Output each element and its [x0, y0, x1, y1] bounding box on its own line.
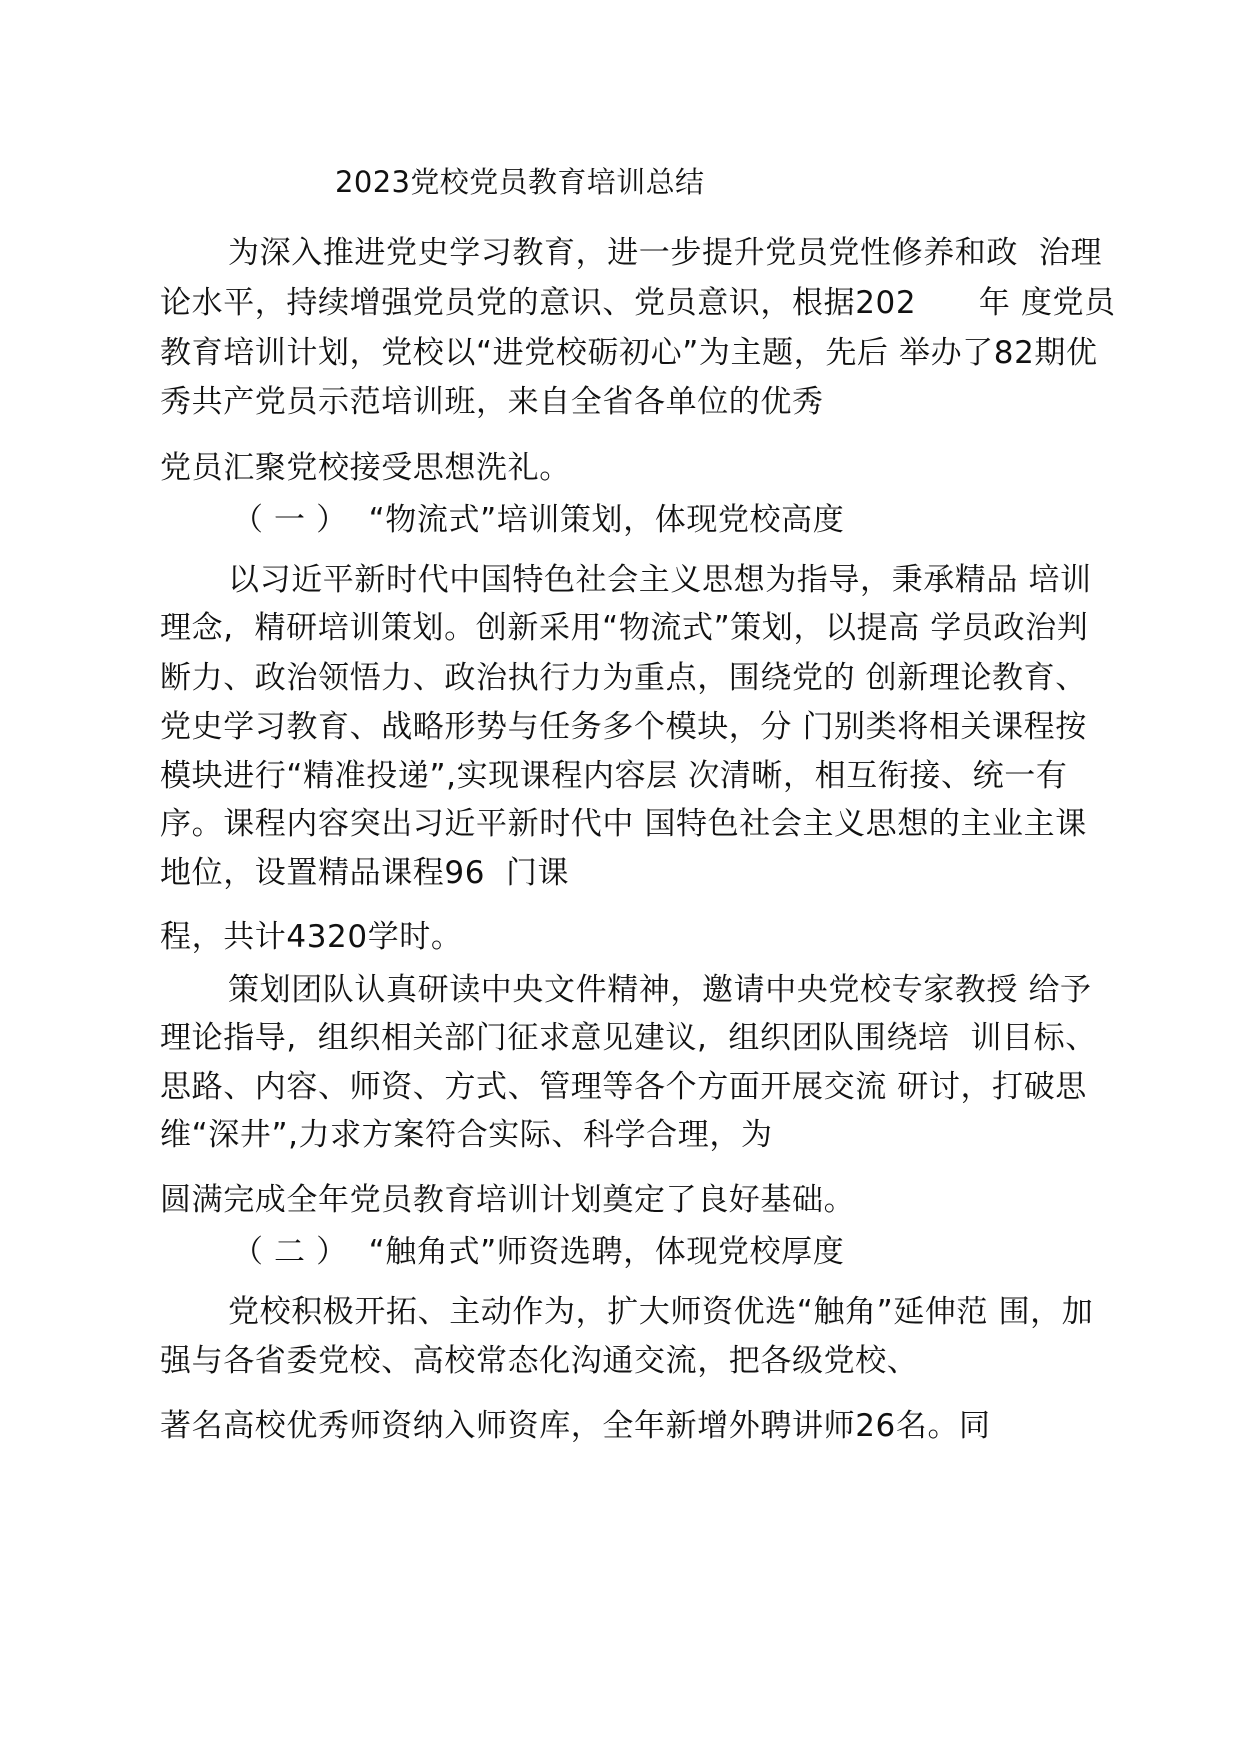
paragraph-1-line-3: 教育培训计划，党校以“进党校砺初心”为主题，先后 举办了82期优: [160, 335, 1098, 371]
paragraph-2-line-7: 地位，设置精品课程96 门课: [160, 855, 570, 891]
paragraph-2-line-3: 断力、政治领悟力、政治执行力为重点，围绕党的 创新理论教育、: [160, 660, 1087, 696]
paragraph-3-line-5: 圆满完成全年党员教育培训计划奠定了良好基础。: [160, 1182, 856, 1218]
paragraph-3-line-4: 维“深井”,力求方案符合实际、科学合理，为: [160, 1117, 773, 1153]
section-heading-1: （ 一 ） “物流式”培训策划，体现党校高度: [232, 502, 845, 538]
paragraph-1-line-1: 为深入推进党史学习教育，进一步提升党员党性修养和政 治理: [228, 235, 1103, 271]
paragraph-4-line-3: 著名高校优秀师资纳入师资库，全年新增外聘讲师26名。同: [160, 1408, 991, 1444]
paragraph-4-line-1: 党校积极开拓、主动作为，扩大师资优选“触角”延伸范 围，加: [228, 1294, 1094, 1330]
paragraph-2-line-2: 理念, 精研培训策划。创新采用“物流式”策划，以提高 学员政治判: [160, 610, 1089, 646]
paragraph-2-line-6: 序。课程内容突出习近平新时代中 国特色社会主义思想的主业主课: [160, 806, 1087, 842]
paragraph-2-line-5: 模块进行“精准投递”,实现课程内容层 次清晰，相互衔接、统一有: [160, 758, 1068, 794]
section-heading-2: （ 二 ） “触角式”师资选聘，体现党校厚度: [232, 1234, 845, 1270]
paragraph-4-line-2: 强与各省委党校、高校常态化沟通交流，把各级党校、: [160, 1343, 919, 1379]
paragraph-1-line-2: 论水平，持续增强党员党的意识、党员意识，根据202 年 度党员: [160, 285, 1116, 321]
paragraph-2-line-1: 以习近平新时代中国特色社会主义思想为指导，秉承精品 培训: [228, 562, 1092, 598]
paragraph-2-line-8: 程，共计4320学时。: [160, 919, 463, 955]
paragraph-2-line-4: 党史学习教育、战略形势与任务多个模块，分 门别类将相关课程按: [160, 709, 1087, 745]
paragraph-3-line-3: 思路、内容、师资、方式、管理等各个方面开展交流 研讨，打破思: [160, 1069, 1087, 1105]
paragraph-3-line-2: 理论指导, 组织相关部门征求意见建议, 组织团队围绕培 训目标、: [160, 1020, 1097, 1056]
paragraph-1-line-5: 党员汇聚党校接受思想洗礼。: [160, 450, 571, 486]
document-title: 2023党校党员教育培训总结: [335, 165, 705, 199]
paragraph-3-line-1: 策划团队认真研读中央文件精神，邀请中央党校专家教授 给予: [228, 972, 1092, 1008]
paragraph-1-line-4: 秀共产党员示范培训班，来自全省各单位的优秀: [160, 384, 824, 420]
